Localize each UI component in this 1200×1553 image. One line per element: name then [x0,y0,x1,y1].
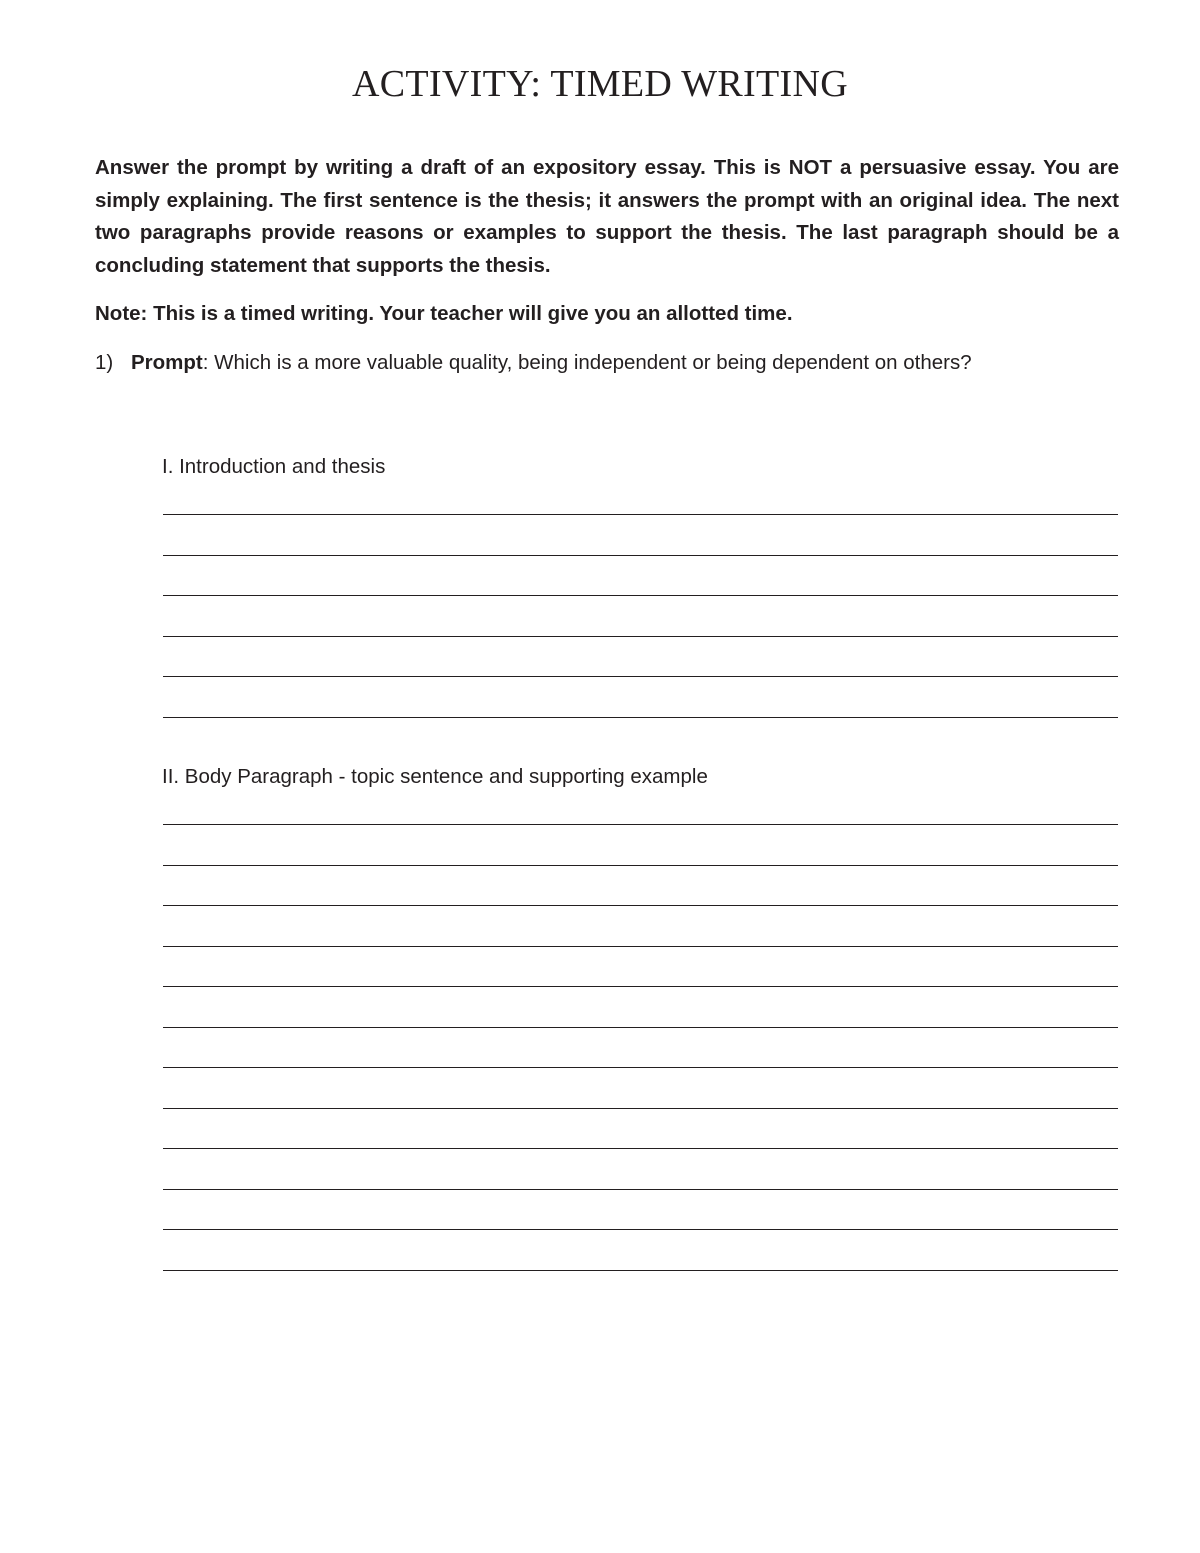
writing-line[interactable] [163,986,1118,987]
prompt-number: 1) [95,351,114,374]
writing-line[interactable] [163,636,1118,637]
writing-line[interactable] [163,905,1118,906]
writing-line[interactable] [163,1189,1118,1190]
writing-line[interactable] [163,676,1118,677]
writing-line[interactable] [163,595,1118,596]
prompt-item [95,348,1119,378]
writing-line[interactable] [163,1027,1118,1028]
prompt-text: : Which is a more valuable quality, being independent or being dependent on others? [202,351,972,374]
writing-line[interactable] [163,1108,1118,1109]
writing-line[interactable] [163,1229,1118,1230]
section-intro-label: I. Introduction and thesis [162,455,386,478]
writing-line[interactable] [163,865,1118,866]
writing-line[interactable] [163,824,1118,825]
writing-line[interactable] [163,555,1118,556]
writing-line[interactable] [163,1270,1118,1271]
instructions-paragraph: Answer the prompt by writing a draft of an expository essay. This is NOT a persuasive essay. You are simply explaining. The first sentence is the thesis; it answers the prompt with an original idea. The next two paragraphs provide reasons or examples to support the thesis. The last paragraph should be a concluding statement that supports the thesis. [95,156,1119,277]
prompt-label: Prompt [131,351,203,374]
page-title: ACTIVITY: TIMED WRITING [352,63,848,105]
writing-line[interactable] [163,1148,1118,1149]
writing-line[interactable] [163,514,1118,515]
writing-line[interactable] [163,717,1118,718]
section-body-label: II. Body Paragraph - topic sentence and supporting example [162,765,708,788]
writing-line[interactable] [163,946,1118,947]
timing-note: Note: This is a timed writing. Your teacher will give you an allotted time. [95,302,793,325]
writing-line[interactable] [163,1067,1118,1068]
